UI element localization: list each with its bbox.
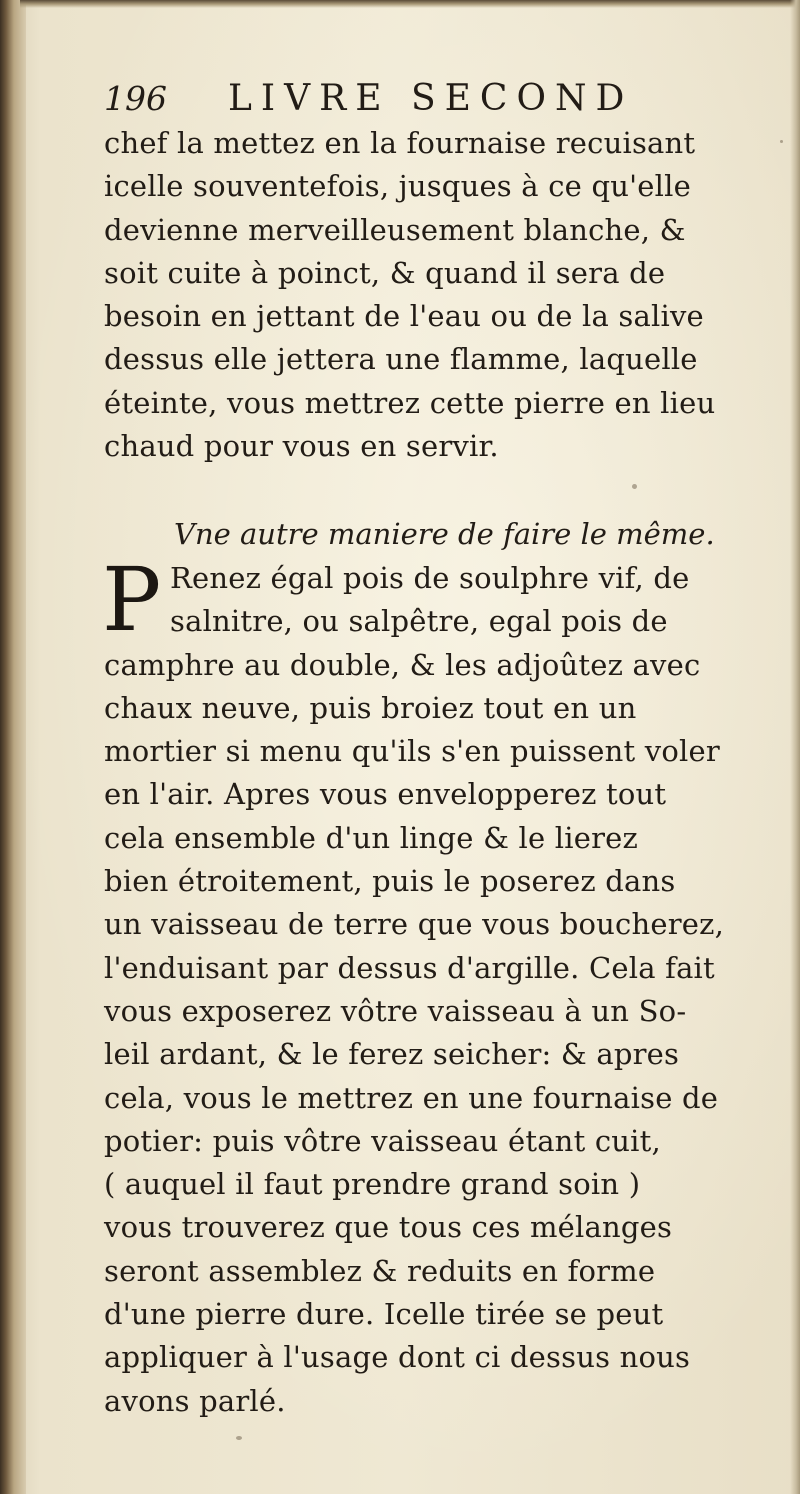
text-line: devienne merveilleusement blanche, & xyxy=(104,212,686,247)
text-line: Renez égal pois de soulphre vif, de xyxy=(170,561,690,595)
text-line: soit cuite à poinct, & quand il sera de xyxy=(104,255,666,290)
text-line: chaux neuve, puis broiez tout en un xyxy=(104,690,637,725)
text-line: un vaisseau de terre que vous boucherez, xyxy=(104,907,725,942)
binding-gutter xyxy=(0,0,26,1494)
text-line: en l'air. Apres vous envelopperez tout xyxy=(104,777,667,812)
text-line: vous trouverez que tous ces mélanges xyxy=(104,1210,673,1245)
text-line: bien étroitement, puis le poserez dans xyxy=(104,864,676,899)
text-line: mortier si menu qu'ils s'en puissent voler xyxy=(104,734,720,769)
text-line: camphre au double, & les adjoûtez avec xyxy=(104,647,701,682)
running-head: LIVRE SECOND xyxy=(228,78,634,119)
text-line: chaud pour vous en servir. xyxy=(104,429,499,464)
drop-cap: P xyxy=(102,548,162,651)
paper-speck xyxy=(780,140,783,143)
text-line: vous exposerez vôtre vaisseau à un So- xyxy=(104,993,687,1028)
text-line: potier: puis vôtre vaisseau étant cuit, xyxy=(104,1123,661,1158)
text-line: dessus elle jettera une flamme, laquelle xyxy=(104,342,698,377)
text-line: éteinte, vous mettrez cette pierre en lieu xyxy=(104,385,716,420)
section-heading: Vne autre maniere de faire le même. xyxy=(174,517,715,551)
text-line: cela ensemble d'un linge & le lierez xyxy=(104,820,638,855)
text-line: avons parlé. xyxy=(104,1383,286,1418)
text-line: cela, vous le mettrez en une fournaise de xyxy=(104,1080,719,1115)
text-line: besoin en jettant de l'eau ou de la salive xyxy=(104,299,704,334)
text-line: l'enduisant par dessus d'argille. Cela fait xyxy=(104,950,715,985)
page-header xyxy=(104,74,664,124)
text-line: appliquer à l'usage dont ci dessus nous xyxy=(104,1340,691,1375)
text-line: leil ardant, & le ferez seicher: & apres xyxy=(104,1037,680,1072)
page-top-edge xyxy=(20,0,800,8)
paper-speck xyxy=(236,1436,242,1440)
page-number: 196 xyxy=(104,79,167,118)
text-line: seront assemblez & reduits en forme xyxy=(104,1253,656,1288)
text-line: chef la mettez en la fournaise recuisant xyxy=(104,126,696,160)
paper-speck xyxy=(632,484,637,489)
paragraph-1 xyxy=(104,122,744,468)
text-line: ( auquel il faut prendre grand soin ) xyxy=(104,1167,641,1202)
paragraph-2 xyxy=(102,548,744,1423)
text-line: d'une pierre dure. Icelle tirée se peut xyxy=(104,1297,664,1332)
text-line: icelle souventefois, jusques à ce qu'elle xyxy=(104,169,691,204)
text-line: salnitre, ou salpêtre, egal pois de xyxy=(170,604,668,639)
page-right-edge xyxy=(790,0,800,1494)
